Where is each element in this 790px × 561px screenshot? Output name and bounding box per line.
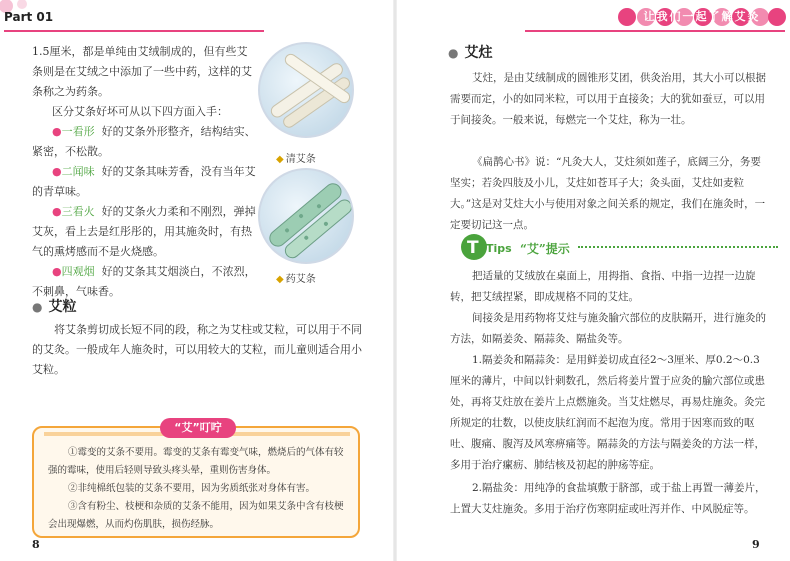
tips-paragraph: 间接灸是用药物将艾炷与施灸腧穴部位的皮肤隔开，进行施灸的方法，如隔姜灸、隔蒜灸、隔盐灸等。 [450,312,766,345]
header-rule [4,30,264,32]
photo-caption: ◆ 药艾条 [276,274,316,285]
chapter-title: 让我们一起了解艾灸 [643,10,761,23]
moxa-stick-icon [260,44,354,138]
method-label: 三看火 [61,205,95,218]
diamond-icon: ◆ [276,154,284,165]
section-title-ai-zhu: ● 艾炷 [448,45,493,61]
header-decoration-icon [0,0,395,34]
photo-caption: ◆ 清艾条 [276,154,316,165]
tips-badge-icon [460,232,514,262]
tips-label: “艾”提示 [520,242,570,256]
herbal-moxa-stick-photo [258,168,354,264]
page-number-right: 9 [752,538,760,551]
ai-zhu-paragraph: 艾炷，是由艾绒制成的圆锥形艾团，供灸治用，其大小可以根据需要而定，小的如同米粒，可以用于直接灸；大的犹如蚕豆，可以用于间接灸。一般来说，每燃完一个艾炷，称为一壮。 [450,72,766,126]
svg-text:T: T [467,238,479,258]
method-item: ●二闻味 好的艾条其味芳香，没有当年艾的青草味。 [32,165,256,198]
method-item: ●三看火 好的艾条火力柔和不刚烈，弹掉艾灰，看上去是红彤彤的，用其施灸时，有热气的熏烤感而不是火烧感。 [32,205,256,258]
note-title: “艾”叮咛 [160,418,236,438]
tips-paragraph: 1.隔姜灸和隔蒜灸：是用鲜姜切成直径2～3厘米、厚0.2～0.3厘米的薄片，中间以针刺数孔，然后将姜片置于应灸的腧穴部位或患处，再将艾炷放在姜片上点燃施灸。当艾炷燃尽，再易炷施灸。灸完所规定的壮数，以使皮肤红润而不起泡为度。常用于因寒而致的呕吐、腹痛、腹泻及风寒痹痛等。隔蒜灸的方法与隔姜灸的方法一样，多用于治疗瘰疬、肺结核及初起的肿疡等症。 [450,354,765,471]
note-box [32,421,360,538]
tips-dotted-rule [578,246,778,248]
part-label: Part 01 [4,10,54,24]
intro-paragraph: 1.5厘米，都是单纯由艾绒制成的，但有些艾条则是在艾绒之中添加了一些中药，这样的艾条称之为药条。 [32,45,252,98]
right-header [395,0,790,34]
left-header [0,0,395,34]
method-label: 二闻味 [61,165,95,178]
bullet-icon: ● [32,300,43,314]
method-label: 一看形 [61,125,95,138]
plain-moxa-stick-photo [258,42,354,138]
bullet-icon: ● [448,46,459,60]
method-label: 四观烟 [61,265,95,278]
note-item: ③含有粉尘、枝梗和杂质的艾条不能用，因为如果艾条中含有枝梗会出现爆燃，从而灼伤肌肤，损伤经脉。 [48,501,344,530]
tips-paragraph: 2.隔盐灸：用纯净的食盐填敷于脐部，或于盐上再置一薄姜片，上置大艾炷施灸。多用于治疗伤寒阴症或吐泻并作、中风脱症等。 [450,482,766,515]
distinguish-line: 区分艾条好坏可从以下四方面入手： [52,105,228,118]
svg-text:Tips: Tips [486,242,512,255]
page-number-left: 8 [32,538,40,551]
tips-header [460,232,770,262]
header-rule [525,30,785,32]
note-item: ①霉变的艾条不要用。霉变的艾条有霉变气味，燃烧后的气体有较强的霉味，使用后轻则导致头疼头晕，重则伤害身体。 [48,447,344,476]
method-item: ●一看形 好的艾条外形整齐，结构结实、紧密，不松散。 [32,125,256,158]
section-title-ai-li: ● 艾粒 [32,299,77,315]
note-item: ②非纯棉纸包装的艾条不要用，因为劣质纸张对身体有害。 [68,483,316,494]
bianque-paragraph: 《扁鹊心书》说：“凡灸大人，艾炷须如莲子，底阔三分，务要坚实；若灸四肢及小儿，艾炷如苍耳子大；灸头面，艾炷如麦粒大。”这是对艾炷大小与使用对象之间关系的规定，我们在施灸时，一定要切记这一点。 [450,156,766,231]
tips-paragraph: 把适量的艾绒放在桌面上，用拇指、食指、中指一边捏一边旋转，把艾绒捏紧，即成规格不同的艾炷。 [450,270,756,303]
ai-li-paragraph: 将艾条剪切成长短不同的段，称之为艾柱或艾粒，可以用于不同的艾灸。一般成年人施灸时，可以用较大的艾粒，而儿童则适合用小艾粒。 [32,323,362,376]
herbal-moxa-stick-icon [260,170,354,264]
method-item: ●四观烟 好的艾条其艾烟淡白，不浓烈，不刺鼻，气味香。 [32,265,256,298]
diamond-icon: ◆ [276,274,284,285]
